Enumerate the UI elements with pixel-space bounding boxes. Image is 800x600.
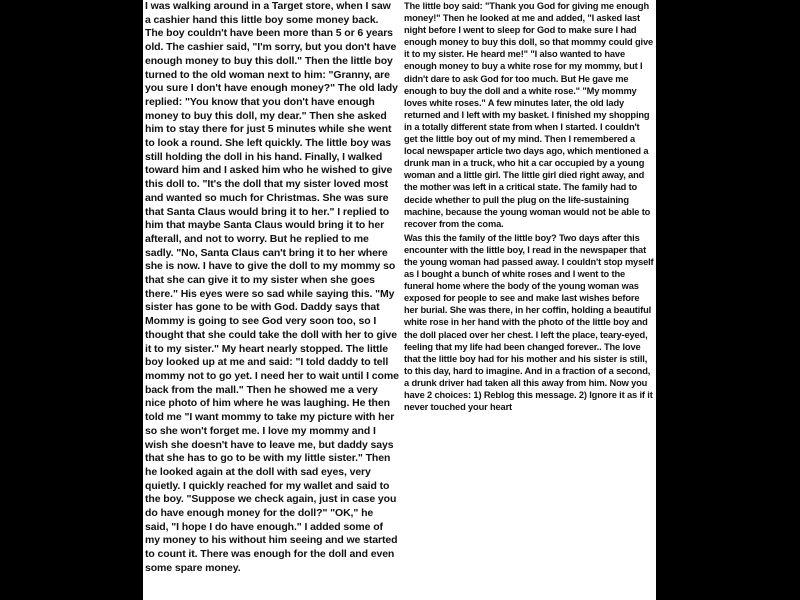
text-page — [143, 0, 656, 600]
left-column — [145, 0, 399, 600]
story-right-paragraph-2: Was this the family of the little boy? Two days after this encounter with the little boy, I read in the newspaper that the young woman had passed away. I couldn't stop myself as I bought a bunch of white roses and I went to the funeral home where the body of the young woman was exposed for people to see and make last wishes before her burial. She was there, in her coffin, holding a beautiful white rose in her hand with the photo of the little boy and the doll placed over her chest. I left the place, teary-eyed, feeling that my life had been changed forever.. The love that the little boy had for his mother and his sister is still, to this day, hard to imagine. And in a fraction of a second, a drunk driver had taken all this away from him. Now you have 2 choices: 1) Reblog this message. 2) Ignore it as if it never touched your heart — [404, 232, 654, 413]
story-left-paragraph: I was walking around in a Target store, when I saw a cashier hand this little boy some money back. The boy couldn't have been more than 5 or 6 years old. The cashier said, "I'm sorry, but you don't have enough money to buy this doll." Then the little boy turned to the old woman next to him: "Granny, are you sure I don't have enough money?" The old lady replied: "You know that you don't have enough money to buy this doll, my dear." Then she asked him to stay there for just 5 minutes while she went to look a round. She left quickly. The little boy was still holding the doll in his hand. Finally, I walked toward him and I asked him who he wished to give this doll to. "It's the doll that my sister loved most and wanted so much for Christmas. She was sure that Santa Claus would bring it to her." I replied to him that maybe Santa Claus would bring it to her afterall, and not to worry. But he replied to me sadly. "No, Santa Claus can't bring it to her where she is now. I have to give the doll to my mommy so that she can give it to my sister when she goes there." His eyes were so sad while saying this. "My sister has gone to be with God. Daddy says that Mommy is going to see God very soon too, so I thought that she could take the doll with her to give it to my sister." My heart nearly stopped. The little boy looked up at me and said: "I told daddy to tell mommy not to go yet. I need her to wait until I come back from the mall." Then he showed me a very nice photo of him where he was laughing. He then told me "I want mommy to take my picture with her so she won't forget me. I love my mommy and I wish she doesn't have to leave me, but daddy says that she has to go to be with my little sister." Then he looked again at the doll with sad eyes, very quietly. I quickly reached for my wallet and said to the boy. "Suppose we check again, just in case you do have enough money for the doll?" "OK," he said, "I hope I do have enough." I added some of my money to his without him seeing and we started to count it. There was enough for the doll and even some spare money. — [145, 0, 399, 574]
right-column — [404, 0, 654, 420]
story-right-paragraph-1: The little boy said: "Thank you God for giving me enough money!" Then he looked at me and added, "I asked last night before I went to sleep for God to make sure I had enough money to buy this doll, so that mommy could give it to my sister. He heard me!" "I also wanted to have enough money to buy a white rose for my mommy, but I didn't dare to ask God for too much. But He gave me enough to buy the doll and a white rose." "My mommy loves white roses." A few minutes later, the old lady returned and I left with my basket. I finished my shopping in a totally different state from when I started. I couldn't get the little boy out of my mind. Then I remembered a local newspaper article two days ago, which mentioned a drunk man in a truck, who hit a car occupied by a young woman and a little girl. The little girl died right away, and the mother was left in a critical state. The family had to decide whether to pull the plug on the life-sustaining machine, because the young woman would not be able to recover from the coma. — [404, 1, 653, 229]
